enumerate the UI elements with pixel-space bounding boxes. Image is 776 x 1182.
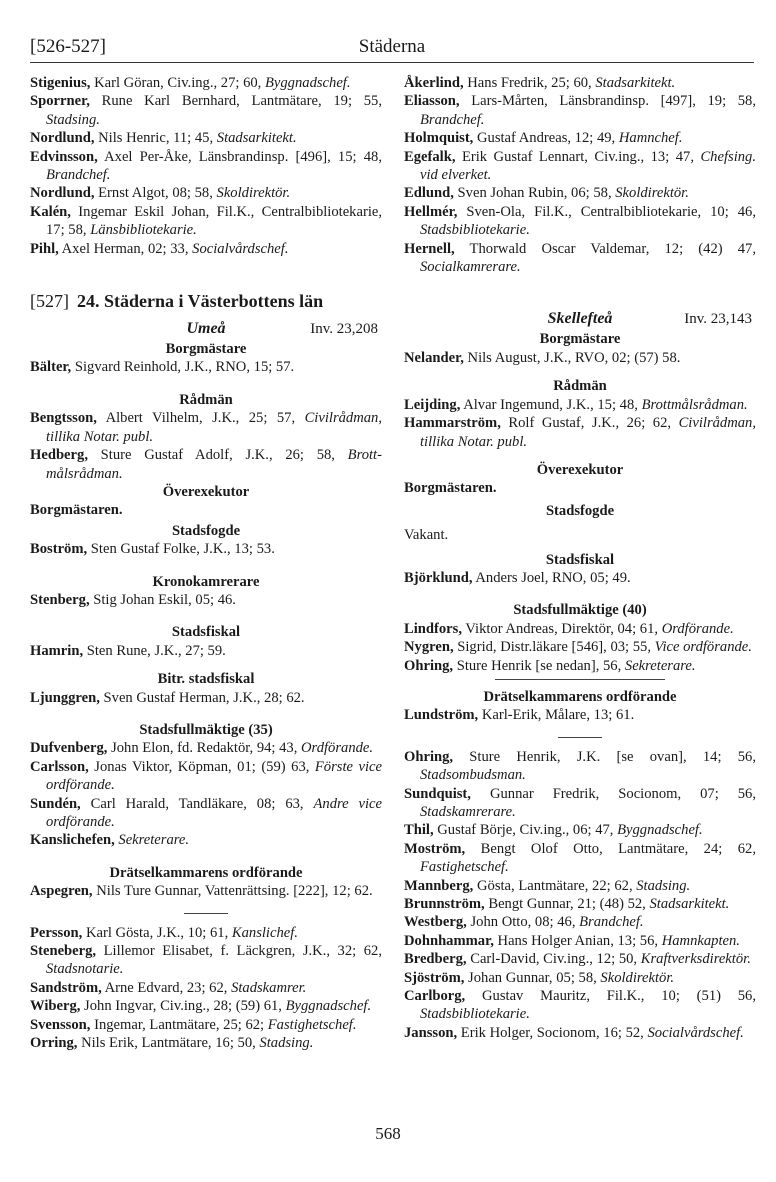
person-surname: Hernell, xyxy=(404,240,455,257)
person-title: Förste vice ordförande. xyxy=(46,758,382,794)
person-entry xyxy=(404,987,756,1024)
person-surname: Aspegren, xyxy=(30,883,93,900)
person-title: Sekreterare. xyxy=(624,657,696,674)
person-details: Thorwald Oscar Valdemar, 12; (42) 47, xyxy=(454,240,756,257)
person-surname: Orring, xyxy=(30,1035,78,1052)
person-entry xyxy=(30,689,382,707)
person-entry xyxy=(404,396,756,414)
person-details: Erik Holger, Socionom, 16; 52, xyxy=(457,1024,648,1041)
person-entry xyxy=(404,706,756,724)
person-surname: Sandström, xyxy=(30,979,102,996)
person-surname: Ohring, xyxy=(404,657,454,674)
person-surname: Hammarström, xyxy=(404,415,501,432)
person-surname: Sjöström, xyxy=(404,969,465,986)
person-title: Stadsbibliotekarie. xyxy=(420,1006,530,1023)
person-surname: Edvinsson, xyxy=(30,148,98,165)
person-entry xyxy=(404,349,756,367)
person-surname: Steneberg, xyxy=(30,943,97,960)
heading-dratselkammare: Drätselkammarens ordförande xyxy=(109,864,303,881)
entry-list xyxy=(30,642,382,660)
person-title: Chefsing. vid elverket. xyxy=(420,148,756,184)
person-details: Ingemar, Lantmätare, 25; 62; xyxy=(90,1016,268,1033)
person-entry xyxy=(404,129,756,147)
person-entry xyxy=(404,92,756,129)
person-entry xyxy=(404,950,756,968)
person-surname: Wiberg, xyxy=(30,998,81,1015)
entry-list xyxy=(404,396,756,451)
person-details: Sigrid, Distr.läkare [546], 03; 55, xyxy=(453,639,655,656)
person-surname: Carlborg, xyxy=(404,988,466,1005)
person-details: Arne Edvard, 23; 62, xyxy=(101,979,232,996)
person-surname: Hamrin, xyxy=(30,642,84,659)
person-entry xyxy=(404,569,756,587)
person-title: Stadsombudsman. xyxy=(420,767,526,784)
person-entry xyxy=(404,240,756,277)
person-surname: Ljunggren, xyxy=(30,689,100,706)
person-title: Stadsarkitekt. xyxy=(595,75,676,91)
person-details: Axel Per-Åke, Länsbrandinsp. [496], 15; 48, xyxy=(97,148,382,165)
heading-stadsfogde: Stadsfogde xyxy=(545,502,615,519)
city-row-umea xyxy=(30,318,382,340)
person-details: Stig Johan Eskil, 05; 46. xyxy=(89,591,236,608)
person-entry xyxy=(404,203,756,240)
person-entry xyxy=(30,409,382,446)
person-surname: Sundquist, xyxy=(404,785,471,802)
person-entry xyxy=(30,240,382,258)
person-surname: Bälter, xyxy=(30,359,72,376)
heading-overexekutor: Överexekutor xyxy=(162,483,250,500)
entry-list xyxy=(30,74,382,258)
person-entry xyxy=(30,1034,382,1052)
person-details: Nils Ture Gunnar, Vattenrättsing. [222], 12; 62. xyxy=(92,883,373,900)
person-entry xyxy=(404,821,756,839)
person-surname: Westberg, xyxy=(404,914,467,931)
person-title: Vice ordförande. xyxy=(654,639,752,656)
person-surname: Boström, xyxy=(30,541,88,558)
person-title: Brandchef. xyxy=(46,167,111,184)
person-entry xyxy=(30,74,382,92)
person-surname: Persson, xyxy=(30,924,83,941)
person-title: Skoldirektör. xyxy=(615,185,689,202)
person-surname: Lindfors, xyxy=(404,620,462,637)
person-details: Nils Erik, Lantmätare, 16; 50, xyxy=(77,1035,260,1052)
person-surname: Nelander, xyxy=(404,349,464,366)
person-title: Brandchef. xyxy=(420,111,485,128)
heading-stadsfullmaktige: Stadsfullmäktige (35) xyxy=(139,721,273,738)
person-title: Ordförande. xyxy=(661,620,734,637)
person-details: Lars-Mårten, Länsbrandinsp. [497], 19; 58, xyxy=(459,93,756,110)
person-entry xyxy=(30,942,382,979)
heading-radman: Rådmän xyxy=(553,378,607,395)
right-column xyxy=(404,74,756,1042)
person-entry xyxy=(404,620,756,638)
person-entry xyxy=(30,739,382,757)
person-title: Stadskamrerare. xyxy=(420,804,516,820)
person-details: Sven-Ola, Fil.K., Centralbibliotekarie, 10; 46, xyxy=(457,203,756,220)
entry-list xyxy=(404,706,756,724)
entry-list xyxy=(404,748,756,1043)
page-header xyxy=(30,36,754,60)
person-entry xyxy=(30,358,382,376)
person-surname: Nygren, xyxy=(404,639,454,656)
person-entry xyxy=(404,785,756,822)
person-entry xyxy=(404,932,756,950)
person-entry xyxy=(404,1024,756,1042)
person-entry xyxy=(30,979,382,997)
person-title: Brottmålsrådman. xyxy=(641,396,748,413)
city-name: Skellefteå xyxy=(547,310,613,328)
person-details: Gustaf Andreas, 12; 49, xyxy=(473,130,619,147)
person-details: Sten Rune, J.K., 27; 59. xyxy=(83,642,226,659)
person-surname: Mannberg, xyxy=(404,877,474,894)
person-details: Sven Gustaf Herman, J.K., 28; 62. xyxy=(99,689,305,706)
person-title: Stadsarkitekt. xyxy=(216,130,297,147)
person-details: Alvar Ingemund, J.K., 15; 48, xyxy=(460,396,642,413)
person-details: Viktor Andreas, Direktör, 04; 61, xyxy=(461,620,662,637)
overexekutor-value: Borgmästaren. xyxy=(404,480,497,497)
left-column xyxy=(30,74,382,1052)
entry-list xyxy=(404,349,756,367)
person-entry xyxy=(30,92,382,129)
person-entry xyxy=(30,203,382,240)
person-details: Sture Henrik [se nedan], 56, xyxy=(453,657,625,674)
entry-list xyxy=(404,620,756,675)
person-surname: Edlund, xyxy=(404,185,454,202)
person-title: Andre vice ordförande. xyxy=(46,795,382,830)
person-details: Bengt Gunnar, 21; (48) 52, xyxy=(484,896,650,913)
person-entry xyxy=(30,831,382,849)
section-title xyxy=(30,290,382,312)
heading-borgmastare: Borgmästare xyxy=(165,341,247,358)
person-surname: Stigenius, xyxy=(30,75,91,91)
person-surname: Kalén, xyxy=(30,203,71,220)
person-entry xyxy=(404,748,756,785)
person-surname: Thil, xyxy=(404,822,434,839)
heading-borgmastare: Borgmästare xyxy=(539,331,621,348)
person-details: John Elon, fd. Redaktör, 94; 43, xyxy=(107,740,302,757)
person-entry xyxy=(30,591,382,609)
heading-kronokamrerare: Kronokamrerare xyxy=(152,573,260,590)
person-title: Stadsbibliotekarie. xyxy=(420,222,530,239)
person-details: Sven Johan Rubin, 06; 58, xyxy=(453,185,616,202)
person-title: Ordförande. xyxy=(301,740,374,757)
heading-bitr-stadsfiskal: Bitr. stadsfiskal xyxy=(157,671,255,688)
person-details: Jonas Viktor, Köpman, 01; (59) 63, xyxy=(88,758,315,775)
person-details: Erik Gustaf Lennart, Civ.ing., 13; 47, xyxy=(455,148,701,165)
person-surname: Dohnhammar, xyxy=(404,932,494,949)
person-title: Kraftverksdirektör. xyxy=(640,951,751,968)
person-details: John Ingvar, Civ.ing., 28; (59) 61, xyxy=(80,998,286,1015)
person-title: Kanslichef. xyxy=(231,924,298,941)
person-surname: Eliasson, xyxy=(404,93,460,110)
person-entry xyxy=(30,924,382,942)
person-title: Byggnadschef. xyxy=(285,998,372,1015)
person-entry xyxy=(30,758,382,795)
person-title: Fastighetschef. xyxy=(420,859,509,876)
entry-list xyxy=(30,689,382,707)
person-entry xyxy=(30,148,382,185)
person-details: Carl-David, Civ.ing., 12; 50, xyxy=(466,951,641,968)
person-surname: Stenberg, xyxy=(30,591,90,608)
page-number: 568 xyxy=(375,1124,401,1143)
person-details: Karl-Erik, Målare, 13; 61. xyxy=(478,707,635,724)
person-details: Gustav Mauritz, Fil.K., 10; (51) 56, xyxy=(465,988,756,1005)
person-details: Karl Göran, Civ.ing., 27; 60, xyxy=(90,75,265,91)
person-details: Gösta, Lantmätare, 22; 62, xyxy=(473,877,637,894)
person-surname: Sundén, xyxy=(30,795,81,812)
person-surname: Kanslichefen, xyxy=(30,832,115,849)
person-surname: Björklund, xyxy=(404,569,473,586)
entry-list xyxy=(30,540,382,558)
person-title: Stadsarkitekt. xyxy=(649,896,730,913)
person-title: Hamnkapten. xyxy=(661,932,740,949)
person-details: Albert Vilhelm, J.K., 25; 57, xyxy=(96,410,305,427)
person-title: Byggnadschef. xyxy=(617,822,703,839)
person-title: Brandchef. xyxy=(579,914,644,931)
person-title: Skoldirektör. xyxy=(600,969,675,986)
city-name: Umeå xyxy=(186,320,226,338)
person-details: Rolf Gustaf, J.K., 26; 62, xyxy=(500,415,679,432)
person-surname: Bredberg, xyxy=(404,951,467,968)
heading-overexekutor: Överexekutor xyxy=(536,461,624,478)
person-details: Hans Fredrik, 25; 60, xyxy=(463,75,596,91)
person-details: Lillemor Elisabet, f. Läckgren, J.K., 32; 62, xyxy=(96,943,382,960)
person-entry xyxy=(30,882,382,900)
person-entry xyxy=(30,997,382,1015)
person-details: John Otto, 08; 46, xyxy=(466,914,580,931)
person-entry xyxy=(404,657,756,675)
person-surname: Leijding, xyxy=(404,396,461,413)
person-surname: Hedberg, xyxy=(30,447,88,464)
person-details: Axel Herman, 02; 33, xyxy=(58,240,193,257)
person-entry xyxy=(404,969,756,987)
stadsfogde-value: Vakant. xyxy=(404,527,449,544)
person-surname: Egefalk, xyxy=(404,148,456,165)
person-surname: Nordlund, xyxy=(30,130,95,147)
person-title: Stadsing. xyxy=(46,111,100,128)
person-surname: Brunnström, xyxy=(404,896,485,913)
overexekutor-value: Borgmästaren. xyxy=(30,502,123,519)
person-details: Karl Gösta, J.K., 10; 61, xyxy=(82,924,232,941)
person-entry xyxy=(404,148,756,185)
heading-stadsfullmaktige: Stadsfullmäktige (40) xyxy=(513,602,647,619)
person-details: Ingemar Eskil Johan, Fil.K., Centralbibliotekarie, 17; 58, xyxy=(46,203,382,239)
heading-radman: Rådmän xyxy=(179,391,233,408)
person-title: Hamnchef. xyxy=(618,130,683,147)
heading-stadsfogde: Stadsfogde xyxy=(171,522,241,539)
heading-stadsfiskal: Stadsfiskal xyxy=(545,551,615,568)
person-entry xyxy=(404,184,756,202)
entry-list xyxy=(30,358,382,376)
person-surname: Svensson, xyxy=(30,1016,91,1033)
person-entry xyxy=(404,840,756,877)
city-row-skelleftea xyxy=(404,308,756,330)
person-surname: Ohring, xyxy=(404,748,454,765)
person-details: Hans Holger Anian, 13; 56, xyxy=(493,932,662,949)
person-title: Sekreterare. xyxy=(118,832,190,849)
person-title: Stadskamrer. xyxy=(231,979,307,996)
person-entry xyxy=(30,129,382,147)
person-details: Carl Harald, Tandläkare, 08; 63, xyxy=(80,795,314,812)
person-surname: Nordlund, xyxy=(30,185,95,202)
person-surname: Sporrner, xyxy=(30,93,90,110)
person-surname: Åkerlind, xyxy=(404,75,464,91)
person-surname: Carlsson, xyxy=(30,758,89,775)
entry-list xyxy=(404,74,756,276)
person-details: Gustaf Börje, Civ.ing., 06; 47, xyxy=(433,822,618,839)
person-details: Sture Henrik, J.K. [se ovan], 14; 56, xyxy=(453,748,756,765)
person-details: Sigvard Reinhold, J.K., RNO, 15; 57. xyxy=(71,359,295,376)
person-title: Socialvårdschef. xyxy=(647,1024,744,1041)
person-title: Länsbibliotekarie. xyxy=(90,222,197,239)
running-title: Städerna xyxy=(358,36,426,57)
person-details: Anders Joel, RNO, 05; 49. xyxy=(472,569,631,586)
person-surname: Hellmér, xyxy=(404,203,458,220)
person-surname: Dufvenberg, xyxy=(30,740,108,757)
person-title: Civilrådman, tillika Notar. publ. xyxy=(420,415,756,450)
entry-list xyxy=(30,924,382,1053)
person-details: Nils August, J.K., RVO, 02; (57) 58. xyxy=(463,349,681,366)
person-title: Byggnadschef. xyxy=(264,75,351,91)
city-population: Inv. 23,208 xyxy=(310,321,378,338)
heading-dratselkammare: Drätselkammarens ordförande xyxy=(483,688,677,705)
entry-list xyxy=(30,591,382,609)
person-entry xyxy=(404,877,756,895)
person-title: Socialvårdschef. xyxy=(192,240,289,257)
person-title: Fastighetschef. xyxy=(267,1016,357,1033)
person-entry xyxy=(30,642,382,660)
divider xyxy=(558,737,602,738)
person-entry xyxy=(30,184,382,202)
person-details: Bengt Olof Otto, Lantmätare, 24; 62, xyxy=(465,840,756,857)
person-entry xyxy=(30,540,382,558)
page-range: [526-527] xyxy=(30,36,106,57)
entry-list xyxy=(30,882,382,900)
person-surname: Jansson, xyxy=(404,1024,458,1041)
person-details: Sture Gustaf Adolf, J.K., 26; 58, xyxy=(87,447,348,464)
person-entry xyxy=(404,913,756,931)
city-population: Inv. 23,143 xyxy=(684,311,752,328)
person-entry xyxy=(404,414,756,451)
section-bracket: [527] xyxy=(30,291,69,312)
person-details: Ernst Algot, 08; 58, xyxy=(94,185,217,202)
person-details: Johan Gunnar, 05; 58, xyxy=(464,969,601,986)
person-details: Sten Gustaf Folke, J.K., 13; 53. xyxy=(87,541,275,558)
person-entry xyxy=(404,638,756,656)
entry-list xyxy=(404,569,756,587)
person-entry xyxy=(404,74,756,92)
person-title: Civilrådman, tillika Notar. publ. xyxy=(46,410,382,445)
person-details: Rune Karl Bernhard, Lantmätare, 19; 55, xyxy=(89,93,382,110)
person-title: Stadsing. xyxy=(636,877,691,894)
person-surname: Bengtsson, xyxy=(30,410,97,427)
person-entry xyxy=(30,1016,382,1034)
person-entry xyxy=(30,795,382,832)
person-title: Stadsnotarie. xyxy=(46,961,124,978)
person-details: Gunnar Fredrik, Socionom, 07; 56, xyxy=(470,785,756,802)
heading-stadsfiskal: Stadsfiskal xyxy=(171,624,241,641)
person-title: Socialkamrerare. xyxy=(420,259,521,276)
person-entry xyxy=(30,446,382,483)
person-title: Skoldirektör. xyxy=(216,185,291,202)
person-surname: Pihl, xyxy=(30,240,59,257)
person-entry xyxy=(404,895,756,913)
divider xyxy=(184,913,228,914)
person-surname: Lundström, xyxy=(404,707,479,724)
entry-list xyxy=(30,409,382,483)
section-heading: 24. Städerna i Västerbottens län xyxy=(77,291,324,312)
person-title: Brottmålsrådman. xyxy=(46,447,382,482)
person-surname: Holmquist, xyxy=(404,130,474,147)
person-surname: Moström, xyxy=(404,840,466,857)
person-title: Stadsing. xyxy=(259,1035,314,1052)
person-details: Nils Henric, 11; 45, xyxy=(94,130,217,147)
divider xyxy=(495,679,665,680)
header-rule xyxy=(30,62,754,63)
entry-list xyxy=(30,739,382,849)
